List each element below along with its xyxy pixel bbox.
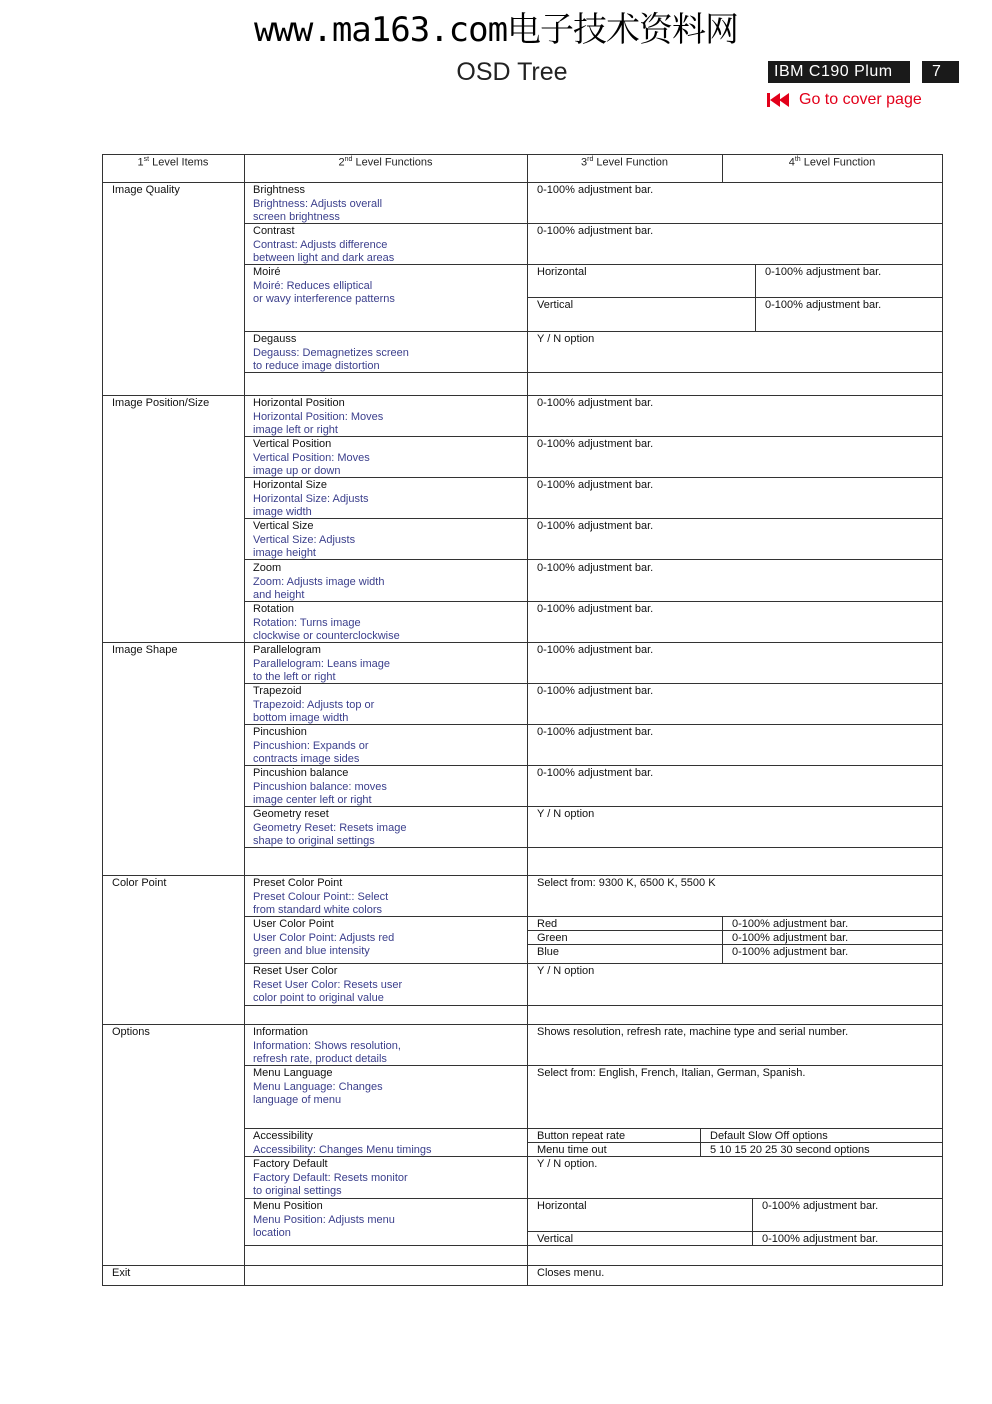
level3-adjustment-bar: 0-100% adjustment bar. xyxy=(537,644,654,656)
level4-adjustment-bar: 0-100% adjustment bar. xyxy=(765,266,882,278)
level2-function-desc: to the left or right xyxy=(253,671,336,683)
level2-function-desc: Trapezoid: Adjusts top or xyxy=(253,698,375,711)
level4-adjustment-bar: 0-100% adjustment bar. xyxy=(732,918,849,930)
level2-function-desc: Factory Default: Resets monitor xyxy=(253,1171,408,1184)
table-rule xyxy=(102,395,943,396)
level2-function-name: Horizontal Position xyxy=(253,397,345,409)
level2-function-desc: image height xyxy=(253,547,316,559)
level2-function-name: Accessibility xyxy=(253,1130,313,1142)
table-rule xyxy=(244,765,943,766)
table-rule xyxy=(755,264,756,332)
level3-adjustment-bar: 0-100% adjustment bar. xyxy=(537,479,654,491)
level2-function-desc: and height xyxy=(253,589,305,601)
level2-function-desc: Parallelogram: Leans image xyxy=(253,657,390,670)
level3-information: Shows resolution, refresh rate, machine type and serial number. xyxy=(537,1026,849,1038)
level2-function-desc: Brightness: Adjusts overall xyxy=(253,197,383,210)
level3-vertical: Vertical xyxy=(537,1233,574,1245)
level2-function-desc: image center left or right xyxy=(253,794,372,806)
level2-function-desc: Menu Language: Changes xyxy=(253,1080,383,1093)
level3-adjustment-bar: 0-100% adjustment bar. xyxy=(537,562,654,574)
go-to-cover-label: Go to cover page xyxy=(799,91,922,108)
level2-function-desc: Menu Position: Adjusts menu xyxy=(253,1213,395,1226)
level2-function-desc: Reset User Color: Resets user xyxy=(253,978,403,991)
level3-adjustment-bar: 0-100% adjustment bar. xyxy=(537,225,654,237)
level2-function-desc: between light and dark areas xyxy=(253,252,395,264)
table-rule xyxy=(244,154,245,1286)
level2-function-desc: bottom image width xyxy=(253,712,349,724)
level3-preset-select: Select from: 9300 K, 6500 K, 5500 K xyxy=(537,877,716,889)
level2-function-desc: Accessibility: Changes Menu timings xyxy=(253,1143,432,1156)
level3-green: Green xyxy=(537,932,568,944)
level2-function-desc: green and blue intensity xyxy=(253,945,370,957)
table-rule xyxy=(244,806,943,807)
table-rule xyxy=(244,847,943,848)
level3-horizontal: Horizontal xyxy=(537,266,587,278)
level4-adjustment-bar: 0-100% adjustment bar. xyxy=(762,1200,879,1212)
level2-function-name: Moiré xyxy=(253,266,281,278)
table-rule xyxy=(244,436,943,437)
level3-yn-option: Y / N option xyxy=(537,333,595,345)
level2-function-desc: contracts image sides xyxy=(253,753,360,765)
level3-horizontal: Horizontal xyxy=(537,1200,587,1212)
level3-adjustment-bar: 0-100% adjustment bar. xyxy=(537,726,654,738)
level2-function-desc: Pincushion balance: moves xyxy=(253,780,387,793)
table-rule xyxy=(102,875,943,876)
level3-button-repeat-rate: Button repeat rate xyxy=(537,1130,626,1142)
level2-function-desc: shape to original settings xyxy=(253,835,375,847)
level2-function-desc: to reduce image distortion xyxy=(253,360,380,372)
level2-function-name: Information xyxy=(253,1026,309,1038)
level2-function-desc: to original settings xyxy=(253,1185,342,1197)
level2-function-desc: Vertical Size: Adjusts xyxy=(253,533,356,546)
level2-function-name: Rotation xyxy=(253,603,294,615)
level2-function-desc: Preset Colour Point:: Select xyxy=(253,890,389,903)
level2-function-name: Reset User Color xyxy=(253,965,338,977)
table-rule xyxy=(527,154,528,1286)
level3-adjustment-bar: 0-100% adjustment bar. xyxy=(537,438,654,450)
table-rule xyxy=(102,154,103,1286)
column-header-3: 3rd Level Function xyxy=(581,156,668,169)
level2-function-name: Degauss xyxy=(253,333,297,345)
level2-function-name: Trapezoid xyxy=(253,685,302,697)
table-rule xyxy=(244,1128,943,1129)
level4-adjustment-bar: 0-100% adjustment bar. xyxy=(765,299,882,311)
level3-adjustment-bar: 0-100% adjustment bar. xyxy=(537,184,654,196)
level2-function-desc: Horizontal Position: Moves xyxy=(253,410,384,423)
level3-adjustment-bar: 0-100% adjustment bar. xyxy=(537,520,654,532)
table-rule xyxy=(244,916,943,917)
level4-button-repeat-options: Default Slow Off options xyxy=(710,1130,828,1142)
table-rule xyxy=(244,264,943,265)
level2-function-name: Vertical Size xyxy=(253,520,314,532)
page-title: OSD Tree xyxy=(456,58,568,86)
level3-closes-menu: Closes menu. xyxy=(537,1267,605,1279)
level3-adjustment-bar: 0-100% adjustment bar. xyxy=(537,685,654,697)
level2-function-name: Menu Language xyxy=(253,1067,333,1079)
table-rule xyxy=(244,331,943,332)
level2-function-name: Pincushion xyxy=(253,726,307,738)
level3-vertical: Vertical xyxy=(537,299,574,311)
rewind-icon xyxy=(767,92,791,108)
level2-function-desc: Contrast: Adjusts difference xyxy=(253,238,388,251)
table-rule xyxy=(102,1024,943,1025)
level1-item: Image Position/Size xyxy=(112,397,210,409)
table-rule xyxy=(102,1285,943,1286)
table-rule xyxy=(244,1005,943,1006)
table-rule xyxy=(244,683,943,684)
level2-function-desc: Vertical Position: Moves xyxy=(253,451,370,464)
table-rule xyxy=(244,1065,943,1066)
table-rule xyxy=(942,154,943,1286)
page-number: 7 xyxy=(922,61,959,83)
table-rule xyxy=(102,642,943,643)
column-header-4: 4th Level Function xyxy=(788,156,876,169)
level2-function-desc: or wavy interference patterns xyxy=(253,293,395,305)
table-rule xyxy=(700,1128,701,1157)
table-rule xyxy=(527,1231,943,1232)
level2-function-name: Parallelogram xyxy=(253,644,321,656)
level3-red: Red xyxy=(537,918,558,930)
level3-adjustment-bar: 0-100% adjustment bar. xyxy=(537,603,654,615)
column-header-2: 2nd Level Functions xyxy=(338,156,433,169)
model-badge: IBM C190 Plum xyxy=(768,61,910,83)
table-rule xyxy=(527,297,943,298)
level2-function-name: User Color Point xyxy=(253,918,334,930)
level2-function-desc: Zoom: Adjusts image width xyxy=(253,575,385,588)
table-rule xyxy=(244,963,943,964)
table-rule xyxy=(244,223,943,224)
level1-item: Color Point xyxy=(112,877,167,889)
level3-blue: Blue xyxy=(537,946,560,958)
table-rule xyxy=(244,1198,943,1199)
level2-function-name: Horizontal Size xyxy=(253,479,327,491)
level1-item: Image Shape xyxy=(112,644,178,656)
level3-yn-option: Y / N option xyxy=(537,965,595,977)
level2-function-desc: Geometry Reset: Resets image xyxy=(253,821,407,834)
table-rule xyxy=(244,559,943,560)
level2-function-desc: image left or right xyxy=(253,424,338,436)
level2-function-name: Vertical Position xyxy=(253,438,332,450)
level2-function-name: Pincushion balance xyxy=(253,767,349,779)
level3-adjustment-bar: 0-100% adjustment bar. xyxy=(537,767,654,779)
level2-function-name: Brightness xyxy=(253,184,305,196)
level2-function-desc: Horizontal Size: Adjusts xyxy=(253,492,369,505)
level2-function-desc: language of menu xyxy=(253,1094,342,1106)
level2-function-desc: Moiré: Reduces elliptical xyxy=(253,279,373,292)
table-rule xyxy=(244,724,943,725)
level3-adjustment-bar: 0-100% adjustment bar. xyxy=(537,397,654,409)
level2-function-name: Menu Position xyxy=(253,1200,323,1212)
table-rule xyxy=(102,154,943,155)
table-rule xyxy=(244,601,943,602)
table-rule xyxy=(244,518,943,519)
table-rule xyxy=(102,1265,943,1266)
level2-function-name: Geometry reset xyxy=(253,808,329,820)
level4-adjustment-bar: 0-100% adjustment bar. xyxy=(732,946,849,958)
level2-function-name: Contrast xyxy=(253,225,295,237)
go-to-cover-link[interactable] xyxy=(767,89,922,111)
table-rule xyxy=(752,1198,753,1246)
level3-yn-option: Y / N option. xyxy=(537,1158,598,1170)
level3-language-select: Select from: English, French, Italian, German, Spanish. xyxy=(537,1067,806,1079)
level2-function-desc: Rotation: Turns image xyxy=(253,616,361,629)
level2-function-name: Preset Color Point xyxy=(253,877,343,889)
level2-function-name: Zoom xyxy=(253,562,282,574)
level4-adjustment-bar: 0-100% adjustment bar. xyxy=(762,1233,879,1245)
level2-function-desc: image up or down xyxy=(253,465,341,477)
level2-function-desc: clockwise or counterclockwise xyxy=(253,630,400,642)
level2-function-desc: image width xyxy=(253,506,312,518)
watermark: www.ma163.com电子技术资料网 xyxy=(253,10,739,50)
level4-adjustment-bar: 0-100% adjustment bar. xyxy=(732,932,849,944)
level2-function-desc: Information: Shows resolution, xyxy=(253,1039,401,1052)
level2-function-name: Factory Default xyxy=(253,1158,328,1170)
table-rule xyxy=(102,182,943,183)
level2-function-desc: User Color Point: Adjusts red xyxy=(253,931,395,944)
level2-function-desc: refresh rate, product details xyxy=(253,1053,387,1065)
level1-item: Exit xyxy=(112,1267,131,1279)
level2-function-desc: screen brightness xyxy=(253,211,340,223)
level2-function-desc: Degauss: Demagnetizes screen xyxy=(253,346,409,359)
level2-function-desc: location xyxy=(253,1227,291,1239)
level1-item: Options xyxy=(112,1026,150,1038)
level2-function-desc: Pincushion: Expands or xyxy=(253,739,369,752)
level3-yn-option: Y / N option xyxy=(537,808,595,820)
level3-menu-time-out: Menu time out xyxy=(537,1144,607,1156)
table-rule xyxy=(244,477,943,478)
table-rule xyxy=(244,372,943,373)
level4-menu-time-out-options: 5 10 15 20 25 30 second options xyxy=(710,1144,870,1156)
table-rule xyxy=(722,916,723,964)
column-header-1: 1st Level Items xyxy=(137,156,209,169)
level2-function-desc: from standard white colors xyxy=(253,904,382,916)
level2-function-desc: color point to original value xyxy=(253,992,384,1004)
level1-item: Image Quality xyxy=(112,184,180,196)
